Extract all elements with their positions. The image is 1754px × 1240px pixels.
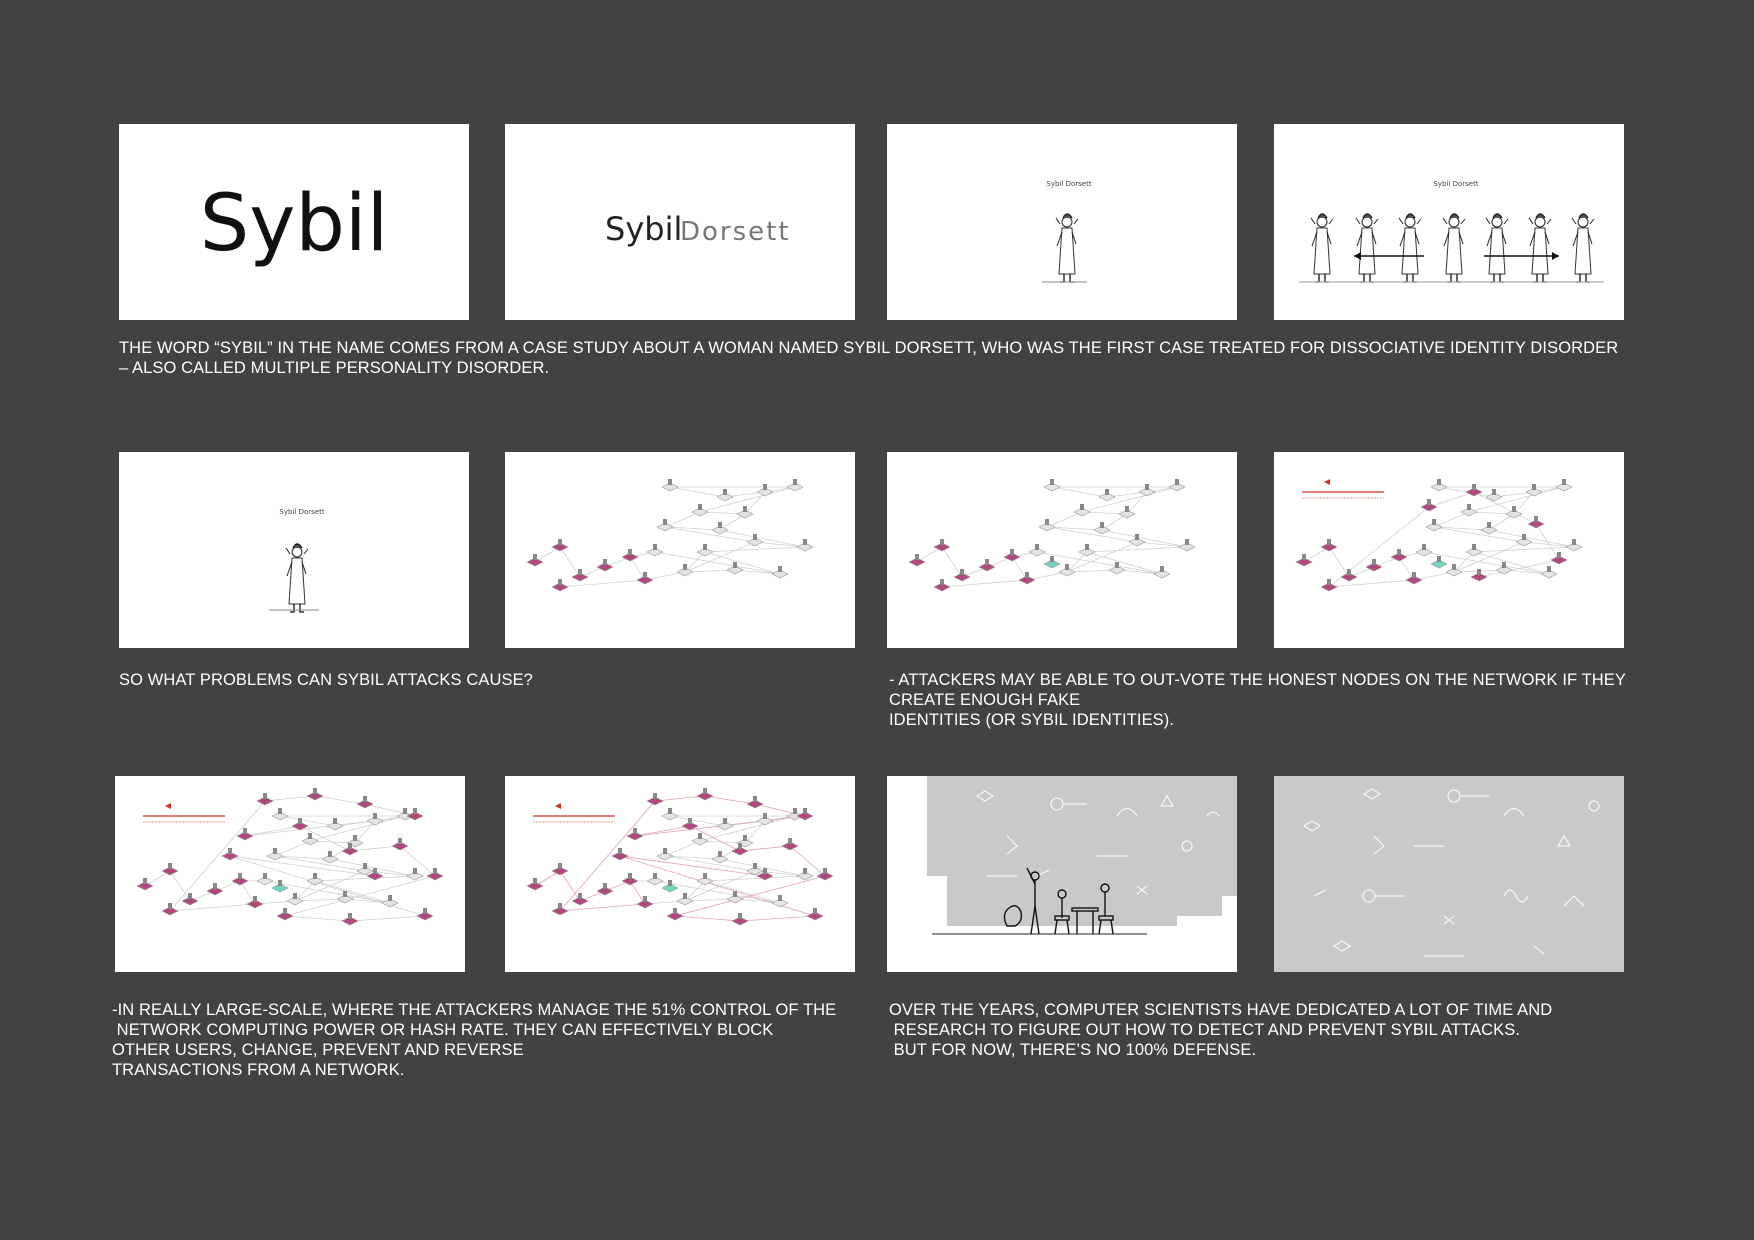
woman-figure — [1529, 214, 1551, 282]
row3-caption-right: OVER THE YEARS, COMPUTER SCIENTISTS HAVE DEDICATED A LOT OF TIME AND RESEARCH TO FIGURE OUT HOW TO DETECT AND PREVENT SYBIL ATTACKS. BUT FOR NOW, THERE’S NO 100% DEFENSE. — [889, 1001, 1553, 1059]
arrow-left-head — [1354, 252, 1361, 260]
honest-node — [662, 808, 678, 820]
attacker-node — [292, 818, 308, 830]
attacker-node — [782, 838, 798, 850]
attacker-node — [237, 828, 253, 840]
honest-node — [1416, 544, 1432, 556]
network-edge — [240, 881, 255, 904]
attacker-node — [307, 788, 323, 800]
network-edge — [630, 557, 645, 580]
woman-figure — [1486, 214, 1508, 282]
attacker-node — [1528, 516, 1544, 528]
attacker-node — [357, 796, 373, 808]
target-node — [272, 880, 288, 892]
row3-caption-left: -IN REALLY LARGE-SCALE, WHERE THE ATTACKERS MANAGE THE 51% CONTROL OF THE NETWORK COMPUTING POWER OR HASH RATE. THEY CAN EFFECTIVELY BLOCK OTHER USERS, CHANGE, PREVENT AND REVERSE TRANSACTIONS FROM A NETWORK. — [112, 1001, 837, 1079]
network-edge — [285, 916, 350, 921]
chalkboard-full — [1274, 776, 1624, 972]
network-edge — [1127, 492, 1147, 514]
storyboard-frame-sybil-dorsett — [505, 124, 855, 320]
network-edge — [1082, 487, 1177, 512]
attacker-node — [527, 554, 543, 566]
network-edge — [1514, 492, 1534, 514]
network-edge — [400, 846, 435, 876]
attacker-node — [1321, 579, 1337, 591]
attacker-node — [682, 818, 698, 830]
network-edge — [1052, 487, 1107, 497]
attacker-node — [637, 896, 653, 908]
attacker-node — [747, 796, 763, 808]
attacker-node — [667, 908, 683, 920]
attacker-node — [277, 908, 293, 920]
attacker-node — [647, 793, 663, 805]
network-edge — [560, 904, 645, 911]
network-edge — [942, 580, 1027, 587]
attacker-node — [247, 896, 263, 908]
network-edge — [700, 487, 795, 512]
network-edge — [1399, 557, 1414, 580]
network-edge — [685, 881, 705, 901]
attacker-node — [732, 913, 748, 925]
network-edge — [635, 826, 690, 836]
network-edge — [315, 796, 365, 804]
honest-node — [697, 544, 713, 556]
network-edge — [170, 871, 190, 901]
network-edge — [1536, 524, 1559, 560]
honest-node — [1431, 479, 1447, 491]
honest-node — [717, 489, 733, 501]
woman-figure — [1056, 214, 1078, 282]
figures-label: Sybil Dorsett — [1433, 180, 1479, 188]
network-edge — [560, 547, 580, 577]
honest-node — [797, 868, 813, 880]
attacker-node — [697, 788, 713, 800]
honest-node — [1044, 479, 1060, 491]
network-edge — [665, 841, 700, 856]
network-edge — [755, 542, 805, 547]
network-edge — [350, 916, 425, 921]
honest-node — [1169, 479, 1185, 491]
network-edge — [1012, 557, 1027, 580]
network-edge — [1454, 552, 1474, 572]
network-edge — [1329, 580, 1414, 587]
honest-node — [1566, 539, 1582, 551]
honest-node — [697, 873, 713, 885]
honest-node — [647, 544, 663, 556]
network-edge — [1137, 542, 1187, 547]
honest-node — [757, 484, 773, 496]
network-edge — [665, 512, 700, 527]
network-edge — [1434, 512, 1469, 527]
network-edge — [280, 816, 335, 826]
honest-node — [407, 868, 423, 880]
woman-figure — [1443, 214, 1465, 282]
network-edge — [560, 801, 655, 911]
red-arrow-icon — [555, 803, 561, 809]
attacker-node — [427, 868, 443, 880]
honest-node — [327, 818, 343, 830]
attacker-node — [1321, 539, 1337, 551]
honest-node — [727, 562, 743, 574]
storyboard-frame-network-large-b — [505, 776, 855, 972]
network-edge — [1087, 547, 1187, 552]
network-edge — [705, 876, 805, 881]
honest-node — [1109, 562, 1125, 574]
honest-node — [797, 539, 813, 551]
honest-node — [712, 522, 728, 534]
network-edge — [740, 846, 790, 851]
honest-node — [787, 479, 803, 491]
network-edge — [560, 871, 580, 901]
sybil-title-text: Sybil — [199, 179, 389, 269]
honest-node — [272, 808, 288, 820]
honest-node — [322, 851, 338, 863]
woman-figure — [1311, 214, 1333, 282]
attacker-node — [552, 863, 568, 875]
network-edge — [170, 801, 265, 911]
honest-node — [367, 813, 383, 825]
attacker-node — [342, 913, 358, 925]
attacker-node — [552, 539, 568, 551]
honest-node — [1139, 484, 1155, 496]
attacker-node — [934, 579, 950, 591]
woman-figure — [1572, 214, 1594, 282]
attacker-node — [137, 878, 153, 890]
honest-node — [1481, 522, 1497, 534]
attacker-node — [1406, 572, 1422, 584]
network-edge — [315, 876, 415, 881]
red-arrow-icon — [1324, 479, 1330, 485]
row2-caption-left: SO WHAT PROBLEMS CAN SYBIL ATTACKS CAUSE? — [119, 671, 533, 689]
network-edge — [745, 821, 765, 843]
attacker-node — [817, 868, 833, 880]
attacker-node — [637, 572, 653, 584]
target-node — [1044, 556, 1060, 568]
honest-node — [1556, 479, 1572, 491]
storyboard-frame-figure-alone — [119, 452, 469, 648]
network-edge — [1469, 487, 1564, 512]
chalkboard — [927, 776, 1237, 926]
network-edge — [1067, 552, 1087, 572]
honest-node — [1094, 522, 1110, 534]
figure-label: Sybil Dorsett — [1046, 180, 1092, 188]
network-edge — [170, 904, 255, 911]
attacker-node — [934, 539, 950, 551]
target-node — [1431, 556, 1447, 568]
honest-node — [662, 479, 678, 491]
woman-figure — [286, 544, 308, 612]
attacker-node — [257, 793, 273, 805]
honest-node — [1029, 544, 1045, 556]
network-edge — [265, 796, 315, 801]
network-edge — [620, 856, 765, 876]
network-edge — [705, 796, 755, 804]
network-edge — [295, 881, 315, 901]
attacker-node — [627, 828, 643, 840]
network-edge — [630, 881, 645, 904]
storyboard-frame-scientists — [887, 776, 1237, 972]
attacker-node — [222, 848, 238, 860]
attacker-node — [162, 863, 178, 875]
row1-caption: THE WORD “SYBIL” IN THE NAME COMES FROM A CASE STUDY ABOUT A WOMAN NAMED SYBIL DORSETT, WHO WAS THE FIRST CASE TREATED FOR DISSOCIATIVE IDENTITY DISORDER – ALSO CALLED MULTIPLE PERSONALITY DISORDER. — [119, 339, 1619, 377]
storyboard-frame-network-b — [887, 452, 1237, 648]
attacker-node — [527, 878, 543, 890]
honest-node — [1466, 544, 1482, 556]
attacker-node — [1551, 552, 1567, 564]
network-edge — [942, 547, 962, 577]
network-edge — [670, 487, 725, 497]
network-edge — [560, 580, 645, 587]
woman-figure — [1356, 214, 1378, 282]
honest-node — [1099, 489, 1115, 501]
storyboard-frame-chalkboard — [1274, 776, 1624, 972]
honest-node — [1179, 539, 1195, 551]
network-edge — [350, 846, 400, 851]
attacker-node — [392, 838, 408, 850]
arrow-right-head — [1552, 252, 1559, 260]
network-edge — [1474, 547, 1574, 552]
honest-node — [1526, 484, 1542, 496]
storyboard-frame-network-large-a — [115, 776, 465, 972]
network-edge — [310, 816, 405, 841]
woman-figure — [1399, 214, 1421, 282]
network-edge — [1329, 547, 1349, 577]
network-edge — [275, 841, 310, 856]
storyboard-frame-sybil-title — [119, 124, 469, 320]
target-node — [662, 880, 678, 892]
network-edge — [1047, 512, 1082, 527]
honest-node — [717, 818, 733, 830]
network-edge — [705, 547, 805, 552]
storyboard-frame-single-figure — [887, 124, 1237, 320]
first-name-text: Sybil — [605, 210, 683, 248]
attacker-node — [909, 554, 925, 566]
network-edge — [230, 856, 375, 876]
network-edge — [745, 492, 765, 514]
network-edge — [670, 816, 725, 826]
attacker-node — [1296, 554, 1312, 566]
network-edge — [740, 916, 815, 921]
honest-node — [307, 873, 323, 885]
storyboard-frame-network-a — [505, 452, 855, 648]
honest-node — [1079, 544, 1095, 556]
figure-label: Sybil Dorsett — [279, 508, 325, 516]
last-name-text: Dorsett — [680, 217, 791, 247]
honest-node — [712, 851, 728, 863]
row2-caption-right: - ATTACKERS MAY BE ABLE TO OUT-VOTE THE HONEST NODES ON THE NETWORK IF THEY CREATE ENOUGH FAKE IDENTITIES (OR SYBIL IDENTITIES). — [889, 671, 1626, 729]
attacker-node — [612, 848, 628, 860]
red-arrow-icon — [165, 803, 171, 809]
storyboard-frame-network-c — [1274, 452, 1624, 648]
network-edge — [355, 821, 375, 843]
attacker-node — [552, 579, 568, 591]
honest-node — [257, 873, 273, 885]
network-edge — [685, 552, 705, 572]
network-edge — [700, 816, 795, 841]
network-edge — [655, 796, 705, 801]
honest-node — [1496, 562, 1512, 574]
network-edge — [675, 916, 740, 921]
attacker-node — [1019, 572, 1035, 584]
network-edge — [790, 846, 825, 876]
honest-node — [647, 873, 663, 885]
storyboard-frame-multiple-figures — [1274, 124, 1624, 320]
network-edge — [245, 826, 300, 836]
honest-node — [757, 813, 773, 825]
